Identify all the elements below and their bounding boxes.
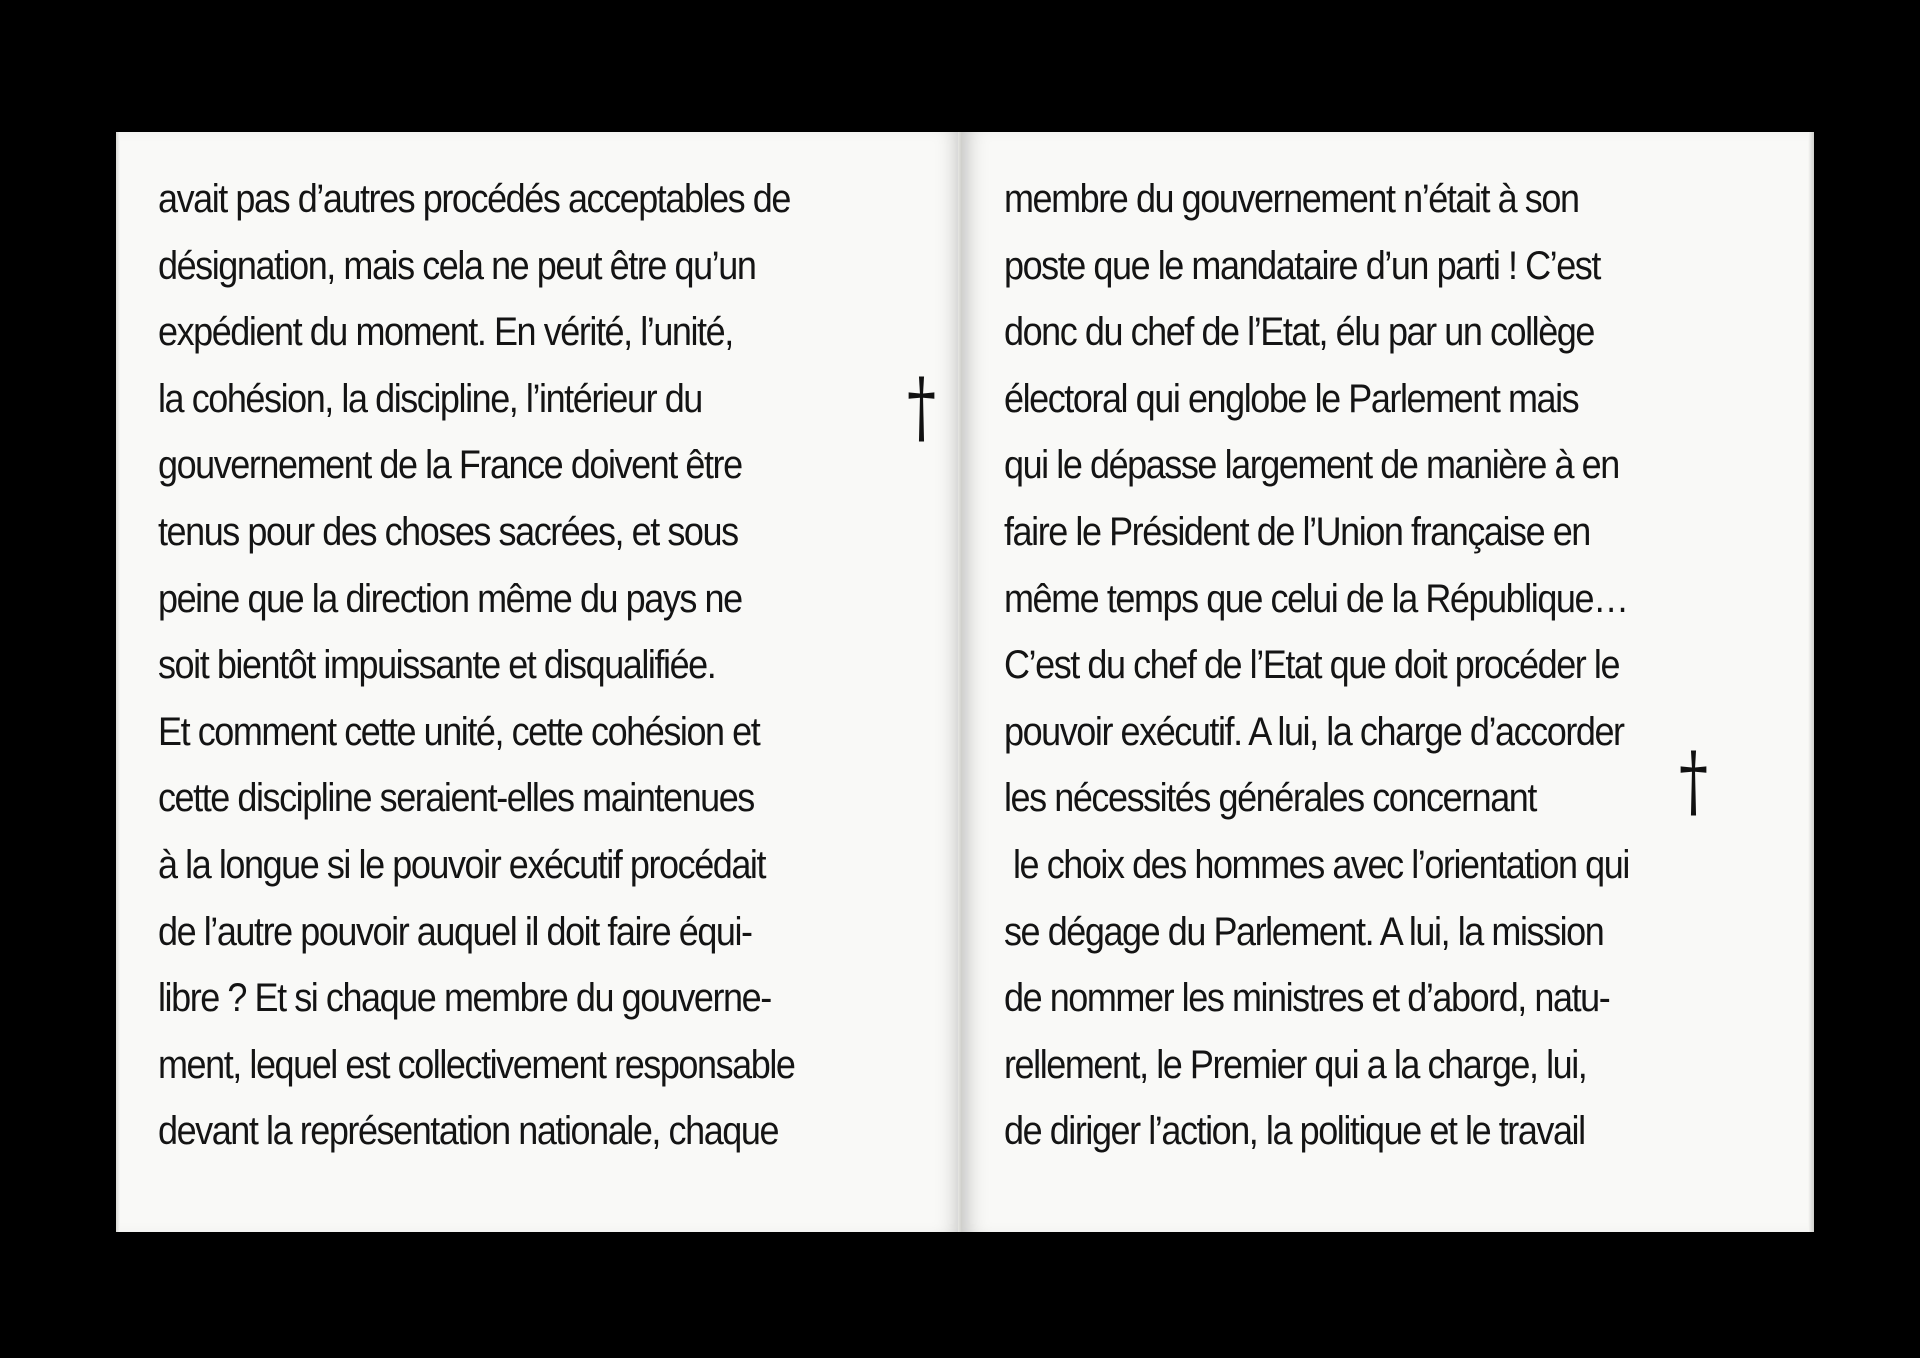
text-line: de nommer les ministres et d’abord, natu-	[1004, 976, 1610, 1021]
text-line: faire le Président de l’Union française en	[1004, 509, 1590, 554]
text-line: peine que la direction même du pays ne	[158, 576, 742, 621]
text-line: à la longue si le pouvoir exécutif procédait	[158, 842, 766, 887]
text-line: se dégage du Parlement. A lui, la mission	[1004, 909, 1604, 954]
text-line: expédient du moment. En vérité, l’unité,	[158, 310, 733, 355]
text-line: libre ? Et si chaque membre du gouverne-	[158, 976, 771, 1021]
text-line: cette discipline seraient-elles maintenues	[158, 776, 754, 821]
text-line: la cohésion, la discipline, l’intérieur du	[158, 376, 702, 421]
text-line: pouvoir exécutif. A lui, la charge d’accorder	[1004, 709, 1624, 754]
text-line: rellement, le Premier qui a la charge, lui,	[1004, 1042, 1587, 1087]
text-line: désignation, mais cela ne peut être qu’un	[158, 243, 756, 288]
right-page	[962, 132, 1814, 1232]
dagger-ornament-icon: †	[907, 361, 936, 453]
text-line: électoral qui englobe le Parlement mais	[1004, 376, 1579, 421]
text-line: poste que le mandataire d’un parti ! C’est	[1004, 243, 1600, 288]
text-line: devant la représentation nationale, chaque	[158, 1109, 779, 1154]
text-line: les nécessités générales concernant	[1004, 776, 1536, 821]
text-line: tenus pour des choses sacrées, et sous	[158, 509, 738, 554]
text-line: gouvernement de la France doivent être	[158, 443, 742, 488]
right-page-text	[1004, 166, 1629, 1165]
text-line: Et comment cette unité, cette cohésion et	[158, 709, 760, 754]
text-line: donc du chef de l’Etat, élu par un collège	[1004, 310, 1594, 355]
text-line: même temps que celui de la République…	[1004, 576, 1628, 621]
text-line: qui le dépasse largement de manière à en	[1004, 443, 1619, 488]
text-line: de l’autre pouvoir auquel il doit faire équi-	[158, 909, 752, 954]
text-line: avait pas d’autres procédés acceptables de	[158, 177, 790, 221]
text-line: le choix des hommes avec l’orientation qui	[1013, 842, 1629, 887]
text-line: C’est du chef de l’Etat que doit procéder le	[1004, 643, 1620, 688]
book-spread	[116, 132, 1814, 1232]
text-line: ment, lequel est collectivement responsable	[158, 1042, 795, 1087]
left-page	[116, 132, 962, 1232]
text-line: de diriger l’action, la politique et le travail	[1004, 1109, 1585, 1154]
left-page-text	[158, 166, 794, 1165]
dagger-ornament-icon: †	[1679, 735, 1708, 827]
text-line: membre du gouvernement n’était à son	[1004, 177, 1579, 221]
text-line: soit bientôt impuissante et disqualifiée.	[158, 643, 716, 688]
